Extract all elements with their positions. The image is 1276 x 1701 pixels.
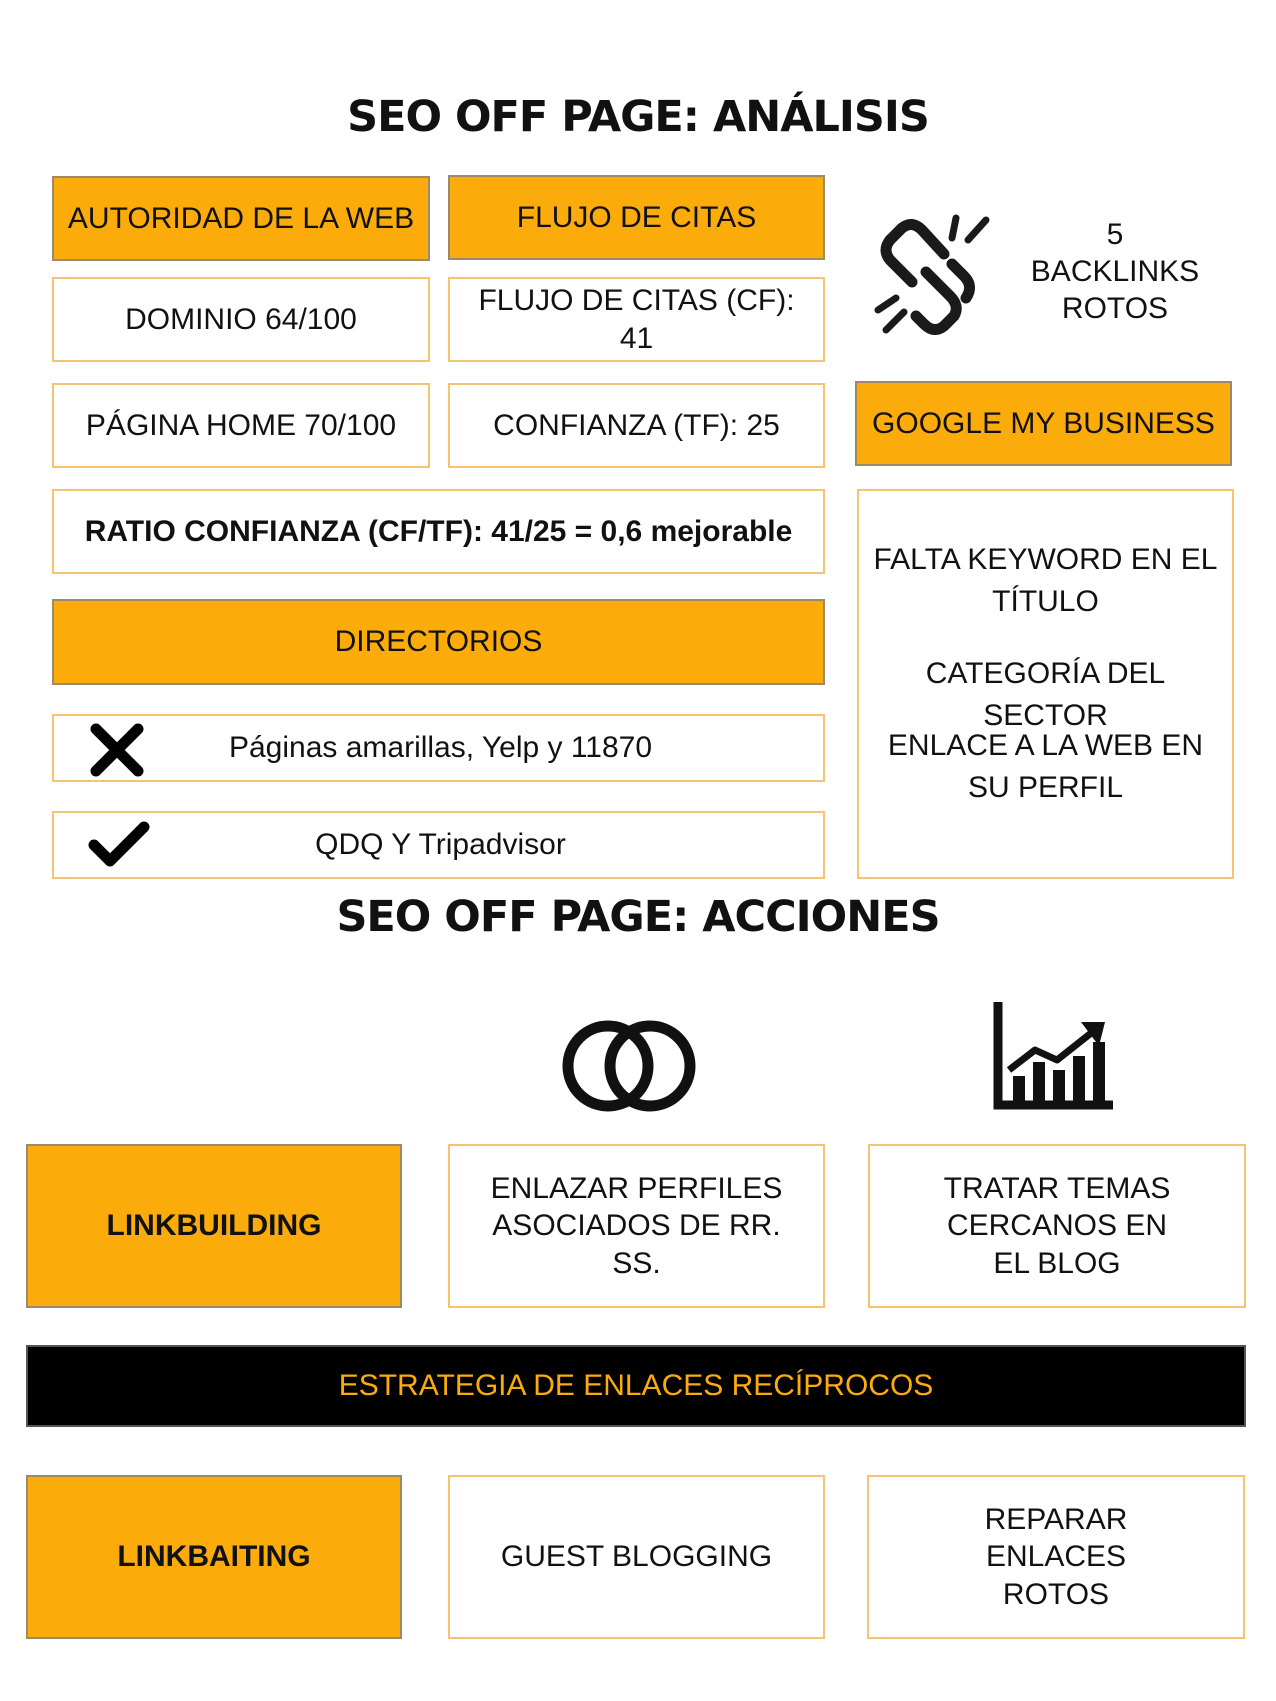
authority-header: AUTORIDAD DE LA WEB — [52, 176, 430, 261]
broken-backlinks-line1: BACKLINKS — [1030, 255, 1200, 288]
gmb-item-link: ENLACE A LA WEB EN SU PERFIL — [887, 729, 1204, 804]
linkbaiting-box: LINKBAITING — [26, 1475, 402, 1639]
gmb-item-keyword: FALTA KEYWORD EN EL TÍTULO — [873, 543, 1218, 618]
broken-link-icon — [868, 210, 996, 338]
repair-links-box: REPARAR ENLACES ROTOS — [867, 1475, 1245, 1639]
gmb-findings — [857, 489, 1234, 879]
directory-present-text: QDQ Y Tripadvisor — [315, 828, 566, 861]
domain-score: DOMINIO 64/100 — [52, 277, 430, 362]
citation-flow: FLUJO DE CITAS (CF): 41 — [448, 277, 825, 362]
social-profiles-box: ENLAZAR PERFILES ASOCIADOS DE RR. SS. — [448, 1144, 825, 1308]
gmb-header: GOOGLE MY BUSINESS — [855, 381, 1232, 466]
rings-icon — [560, 1016, 698, 1116]
analysis-title: SEO OFF PAGE: ANÁLISIS — [347, 92, 929, 142]
directory-missing-text: Páginas amarillas, Yelp y 11870 — [228, 731, 653, 764]
broken-backlinks-count: 5 — [1106, 218, 1124, 251]
gmb-item-category: CATEGORÍA DEL SECTOR — [925, 657, 1166, 732]
trust-ratio: RATIO CONFIANZA (CF/TF): 41/25 = 0,6 mejorable — [52, 489, 825, 574]
directory-present-row — [52, 811, 825, 879]
directories-header: DIRECTORIOS — [52, 599, 825, 685]
citation-header: FLUJO DE CITAS — [448, 175, 825, 260]
linkbuilding-box: LINKBUILDING — [26, 1144, 402, 1308]
trust-flow: CONFIANZA (TF): 25 — [448, 383, 825, 468]
home-score: PÁGINA HOME 70/100 — [52, 383, 430, 468]
blog-topics-box: TRATAR TEMAS CERCANOS EN EL BLOG — [868, 1144, 1246, 1308]
guest-blogging-box: GUEST BLOGGING — [448, 1475, 825, 1639]
actions-title: SEO OFF PAGE: ACCIONES — [336, 892, 940, 942]
directory-missing-row — [52, 714, 825, 782]
growth-chart-icon — [991, 1000, 1117, 1112]
broken-backlinks-line2: ROTOS — [1061, 292, 1169, 325]
reciprocal-strategy-bar: ESTRATEGIA DE ENLACES RECÍPROCOS — [26, 1345, 1246, 1427]
broken-backlinks-label — [1010, 216, 1220, 327]
